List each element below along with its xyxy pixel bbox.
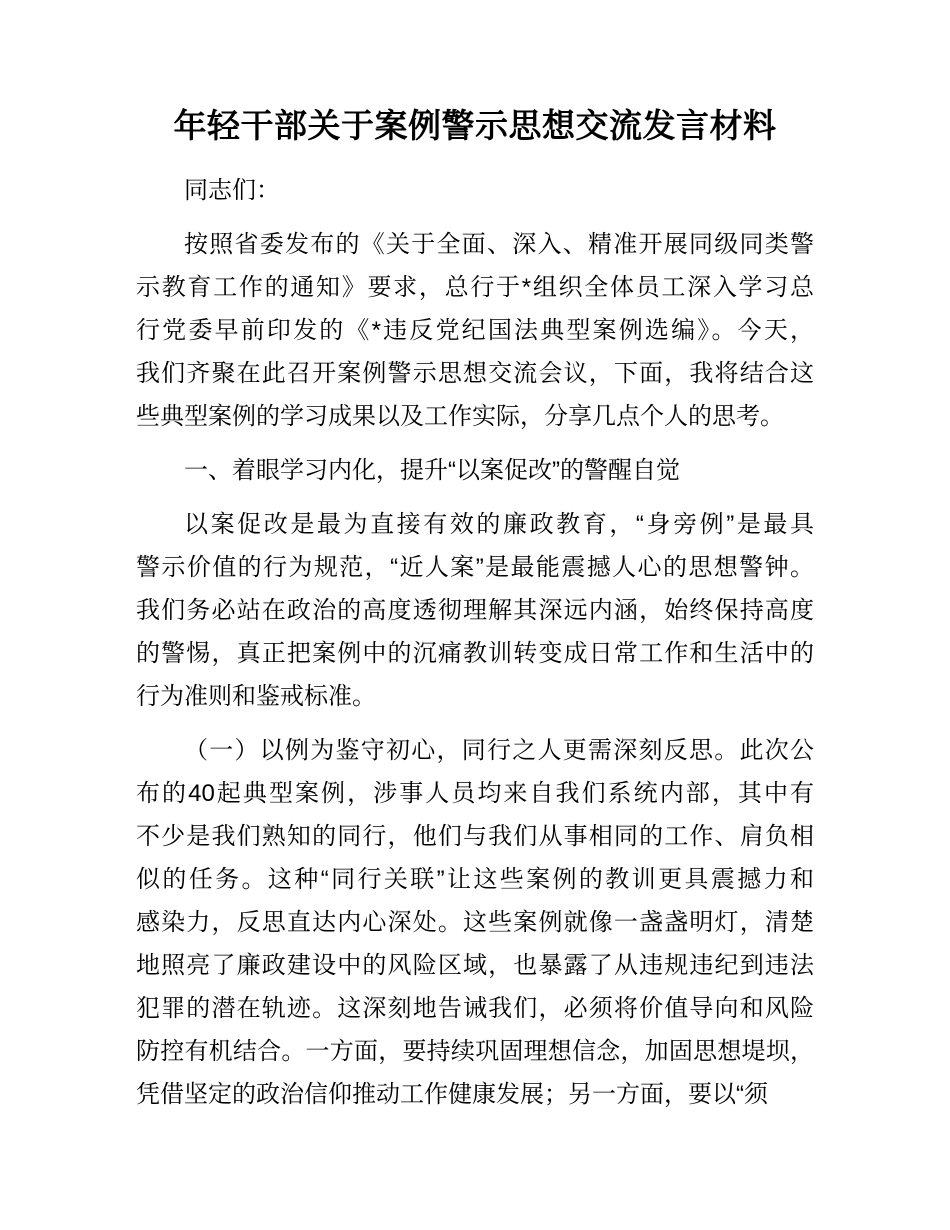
section-heading-1	[136, 449, 814, 492]
document-line: 行党委早前印发的《*违反党纪国法典型案例选编》。今天，	[136, 317, 814, 344]
document-line: （一）以例为鉴守初心，同行之人更需深刻反思。此次公	[184, 737, 814, 764]
document-line: 似的任务。这种“同行关联”让这些案例的教训更具震撼力和	[136, 866, 814, 893]
document-line: 行为准则和鉴戒标准。	[136, 683, 376, 710]
document-line: 的警惕，真正把案例中的沉痛教训转变成日常工作和生活中的	[136, 640, 814, 667]
document-line: 我们务必站在政治的高度透彻理解其深远内涵，始终保持高度	[136, 597, 814, 624]
salutation-paragraph	[136, 169, 814, 212]
document-line: 警示价值的行为规范，“近人案”是最能震撼人心的思想警钟。	[136, 554, 814, 581]
document-line: 我们齐聚在此召开案例警示思想交流会议，下面，我将结合这	[136, 360, 814, 387]
document-line: 布的40起典型案例，涉事人员均来自我们系统内部，其中有	[136, 780, 814, 807]
document-line: 犯罪的潜在轨迹。这深刻地告诫我们，必须将价值导向和风险	[136, 995, 814, 1022]
document-line: 些典型案例的学习成果以及工作实际，分享几点个人的思考。	[136, 403, 784, 430]
document-line: 示教育工作的通知》要求，总行于*组织全体员工深入学习总	[136, 274, 814, 301]
document-line: 按照省委发布的《关于全面、深入、精准开展同级同类警	[184, 231, 814, 258]
document-line: 地照亮了廉政建设中的风险区域，也暴露了从违规违纪到违法	[136, 952, 814, 979]
document-line: 以案促改是最为直接有效的廉政教育，“身旁例”是最具	[184, 511, 814, 538]
document-line: 凭借坚定的政治信仰推动工作健康发展；另一方面，要以“须	[136, 1081, 768, 1108]
section-1-paragraph	[136, 503, 814, 718]
salutation-text: 同志们：	[184, 177, 280, 204]
intro-paragraph	[136, 223, 814, 438]
subsection-1-paragraph	[136, 729, 814, 1116]
document-line: 不少是我们熟知的同行，他们与我们从事相同的工作、肩负相	[136, 823, 814, 850]
document-line: 感染力，反思直达内心深处。这些案例就像一盏盏明灯，清楚	[136, 909, 814, 936]
section-heading-text: 一、着眼学习内化，提升“以案促改”的警醒自觉	[184, 457, 680, 484]
document-title: 年轻干部关于案例警示思想交流发言材料	[173, 107, 777, 144]
document-line: 防控有机结合。一方面，要持续巩固理想信念，加固思想堤坝，	[136, 1038, 814, 1065]
